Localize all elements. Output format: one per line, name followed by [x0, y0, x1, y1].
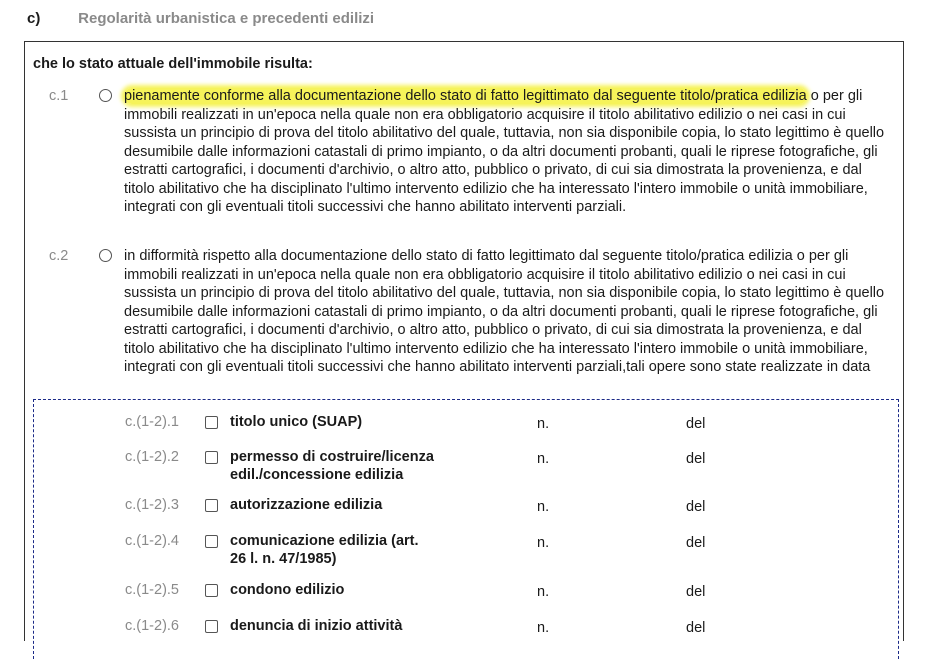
item-code: c.(1-2).4 [125, 533, 179, 549]
section-header [27, 10, 374, 27]
item-checkbox[interactable] [205, 584, 218, 597]
option-code: c.1 [49, 88, 69, 104]
item-code: c.(1-2).2 [125, 449, 179, 465]
date-label: del [686, 416, 706, 432]
item-code: c.(1-2).3 [125, 497, 179, 513]
item-code: c.(1-2).5 [125, 582, 179, 598]
section-title: Regolarità urbanistica e precedenti edilizi [78, 10, 375, 27]
intro-text: che lo stato attuale dell'immobile risulta: [33, 56, 313, 72]
number-label: n. [537, 499, 550, 515]
item-label: permesso di costruire/licenza edil./concessione edilizia [230, 449, 434, 483]
date-label: del [686, 535, 706, 551]
number-label: n. [537, 416, 550, 432]
option-c1-body: o per gli immobili realizzati in un'epoca nella quale non era obbligatorio acquisire il titolo abilitativo edilizio o nei casi in cui sussista un principio di prova del titolo abilitativo del quale, tuttavia, non sia disponibile copia, lo stato legittimo è quello desumibile dalle informazioni catastali di primo impianto, o da altri documenti probanti, quali le riprese fotografiche, gli estratti cartografici, i documenti d'archivio, o altro atto, pubblico o privato, di cui sia dimostrata la provenienza, e dal titolo abilitativo che ha disciplinato l'ultimo intervento edilizio che ha interessato l'intero immobile o unità immobiliare, integrati con gli eventuali titoli successivi che hanno abilitato interventi parziali. [124, 88, 885, 215]
date-label: del [686, 584, 706, 600]
item-code: c.(1-2).1 [125, 414, 179, 430]
item-label: condono edilizio [230, 582, 345, 598]
date-label: del [686, 451, 706, 467]
item-checkbox[interactable] [205, 499, 218, 512]
item-label: comunicazione edilizia (art. 26 l. n. 47/1985) [230, 533, 419, 567]
number-label: n. [537, 535, 550, 551]
highlighted-text: pienamente conforme alla documentazione dello stato di fatto legittimato dal seguente titolo/pratica edilizia [124, 88, 807, 104]
item-checkbox[interactable] [205, 416, 218, 429]
item-label: titolo unico (SUAP) [230, 414, 363, 430]
option-c2-radio[interactable] [99, 249, 112, 262]
number-label: n. [537, 584, 550, 600]
item-checkbox[interactable] [205, 620, 218, 633]
item-checkbox[interactable] [205, 535, 218, 548]
item-checkbox[interactable] [205, 451, 218, 464]
title-type-list [33, 399, 899, 659]
date-label: del [686, 499, 706, 515]
option-code: c.2 [49, 248, 69, 264]
item-label: autorizzazione edilizia [230, 497, 383, 513]
number-label: n. [537, 620, 550, 636]
number-label: n. [537, 451, 550, 467]
option-c2-text: in difformità rispetto alla documentazione dello stato di fatto legittimato dal seguente titolo/pratica edilizia o per gli immobili realizzati in un'epoca nella quale non era obbligatorio acquisire il titolo abilitativo edilizio o nei casi in cui sussista un principio di prova del titolo abilitativo del quale, tuttavia, non sia disponibile copia, lo stato legittimo è quello desumibile dalle informazioni catastali di primo impianto, o da altri documenti probanti, quali le riprese fotografiche, gli estratti cartografici, i documenti d'archivio, o altro atto, pubblico o privato, di cui sia dimostrata la provenienza, e dal titolo abilitativo che ha disciplinato l'ultimo intervento edilizio che ha interessato l'intero immobile o unità immobiliare, integrati con gli eventuali titoli successivi che hanno abilitato interventi parziali,tali opere sono state realizzate in data [124, 248, 885, 375]
option-c1-text [124, 87, 896, 217]
date-label: del [686, 620, 706, 636]
form-section-box [24, 41, 904, 641]
item-code: c.(1-2).6 [125, 618, 179, 634]
section-letter: c) [27, 10, 41, 27]
option-c1-radio[interactable] [99, 89, 112, 102]
item-label: denuncia di inizio attività [230, 618, 403, 634]
